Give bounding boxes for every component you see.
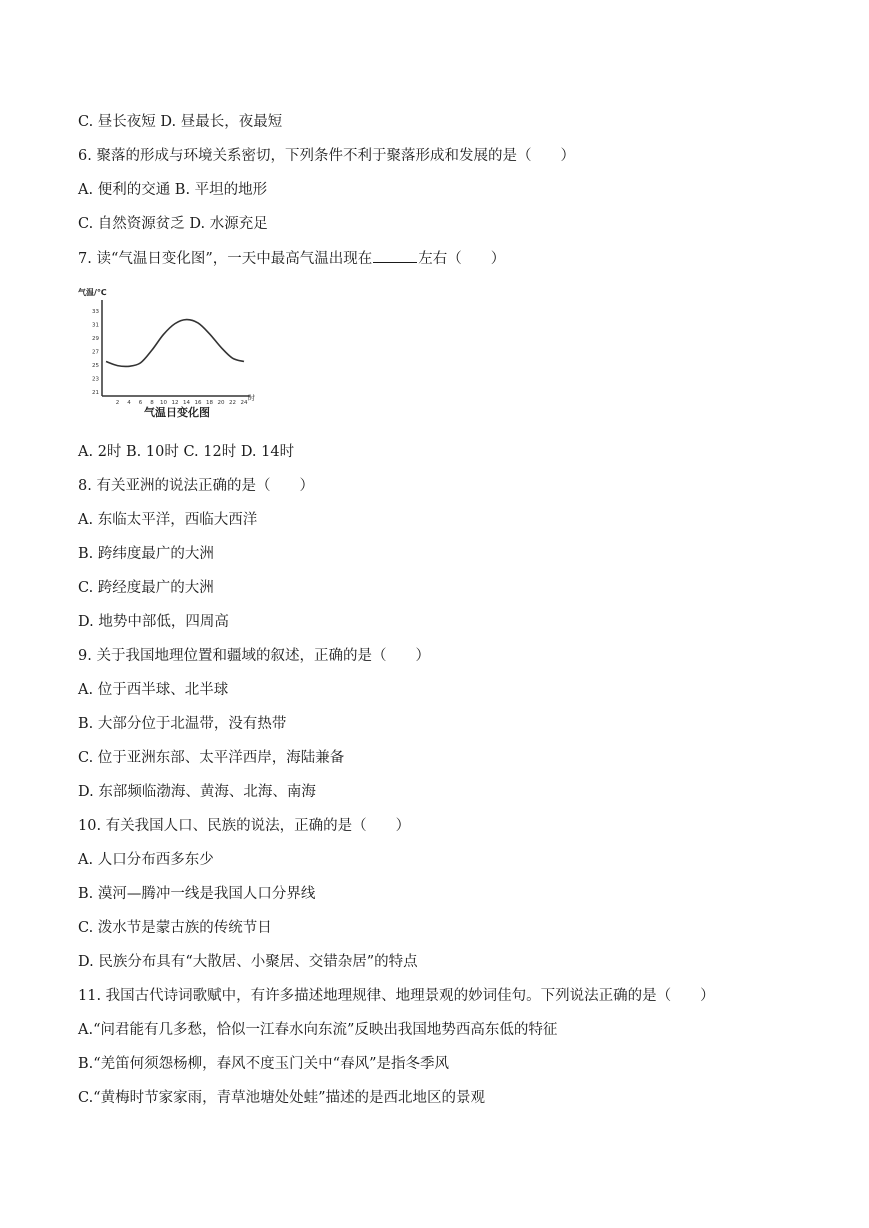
q10-option-a: A. 人口分布西多东少 xyxy=(78,852,214,868)
q6-options-ab: A. 便利的交通 B. 平坦的地形 xyxy=(78,182,268,198)
q10-option-c: C. 泼水节是蒙古族的传统节日 xyxy=(78,920,272,936)
y-tick-label: 29 xyxy=(92,335,99,342)
q10-stem: 10. 有关我国人口、民族的说法，正确的是（ ） xyxy=(78,818,411,834)
chart-xlabel: 时 xyxy=(248,394,255,402)
q7-stem xyxy=(78,248,505,269)
q8-stem: 8. 有关亚洲的说法正确的是（ ） xyxy=(78,478,314,494)
x-tick-label: 2 xyxy=(115,400,120,406)
x-tick-label: 24 xyxy=(240,400,248,406)
q11-option-c: C.“黄梅时节家家雨，青草池塘处处蛙”描述的是西北地区的景观 xyxy=(78,1090,486,1106)
y-tick-label: 21 xyxy=(92,390,99,396)
q6-options-cd: C. 自然资源贫乏 D. 水源充足 xyxy=(78,216,268,232)
q7-stem-tail: 左右（ ） xyxy=(418,251,506,267)
q9-option-d: D. 东部频临渤海、黄海、北海、南海 xyxy=(78,784,316,800)
q9-stem: 9. 关于我国地理位置和疆域的叙述，正确的是（ ） xyxy=(78,648,430,664)
x-tick-label: 20 xyxy=(217,400,225,406)
q6-stem: 6. 聚落的形成与环境关系密切，下列条件不利于聚落形成和发展的是（ ） xyxy=(78,148,575,164)
temperature-curve xyxy=(106,320,244,367)
q8-option-b: B. 跨纬度最广的大洲 xyxy=(78,546,214,562)
chart-title: 气温日变化图 xyxy=(144,406,210,419)
answer-blank xyxy=(373,248,417,263)
q7-options: A. 2时 B. 10时 C. 12时 D. 14时 xyxy=(78,444,295,460)
q10-option-d: D. 民族分布具有“大散居、小聚居、交错杂居”的特点 xyxy=(78,954,418,970)
x-tick-label: 8 xyxy=(150,400,154,406)
temperature-daily-chart xyxy=(78,286,263,426)
y-tick-label: 31 xyxy=(92,322,99,329)
y-tick-label: 27 xyxy=(92,349,99,356)
y-tick-label: 23 xyxy=(92,376,99,383)
q8-option-d: D. 地势中部低，四周高 xyxy=(78,614,229,630)
y-tick-label: 33 xyxy=(92,308,99,315)
y-tick-labels xyxy=(92,309,99,396)
q9-option-c: C. 位于亚洲东部、太平洋西岸，海陆兼备 xyxy=(78,750,345,766)
x-tick-label: 6 xyxy=(138,400,143,406)
q11-option-b: B.“羌笛何须怨杨柳，春风不度玉门关中“春风”是指冬季风 xyxy=(78,1056,450,1072)
chart-ylabel: 气温/℃ xyxy=(78,288,107,297)
y-tick-label: 25 xyxy=(92,362,99,369)
q7-stem-text: 7. 读“气温日变化图”，一天中最高气温出现在 xyxy=(78,251,373,267)
q9-option-b: B. 大部分位于北温带，没有热带 xyxy=(78,716,287,732)
x-tick-label: 10 xyxy=(160,400,167,406)
x-tick-label: 18 xyxy=(206,400,213,406)
q11-stem: 11. 我国古代诗词歌赋中，有许多描述地理规律、地理景观的妙词佳句。下列说法正确的是（ ） xyxy=(78,988,715,1004)
x-tick-label: 22 xyxy=(229,400,236,406)
q9-option-a: A. 位于西半球、北半球 xyxy=(78,682,229,698)
x-tick-label: 16 xyxy=(194,400,202,406)
q5-options-cd: C. 昼长夜短 D. 昼最长，夜最短 xyxy=(78,114,283,130)
q8-option-c: C. 跨经度最广的大洲 xyxy=(78,580,214,596)
x-tick-label: 14 xyxy=(183,400,190,406)
q10-option-b: B. 漠河—腾冲一线是我国人口分界线 xyxy=(78,886,316,902)
q8-option-a: A. 东临太平洋，西临大西洋 xyxy=(78,512,258,528)
x-tick-label: 12 xyxy=(171,400,179,406)
q11-option-a: A.“问君能有几多愁，恰似一江春水向东流”反映出我国地势西高东低的特征 xyxy=(78,1022,558,1038)
x-tick-label: 4 xyxy=(127,400,131,406)
